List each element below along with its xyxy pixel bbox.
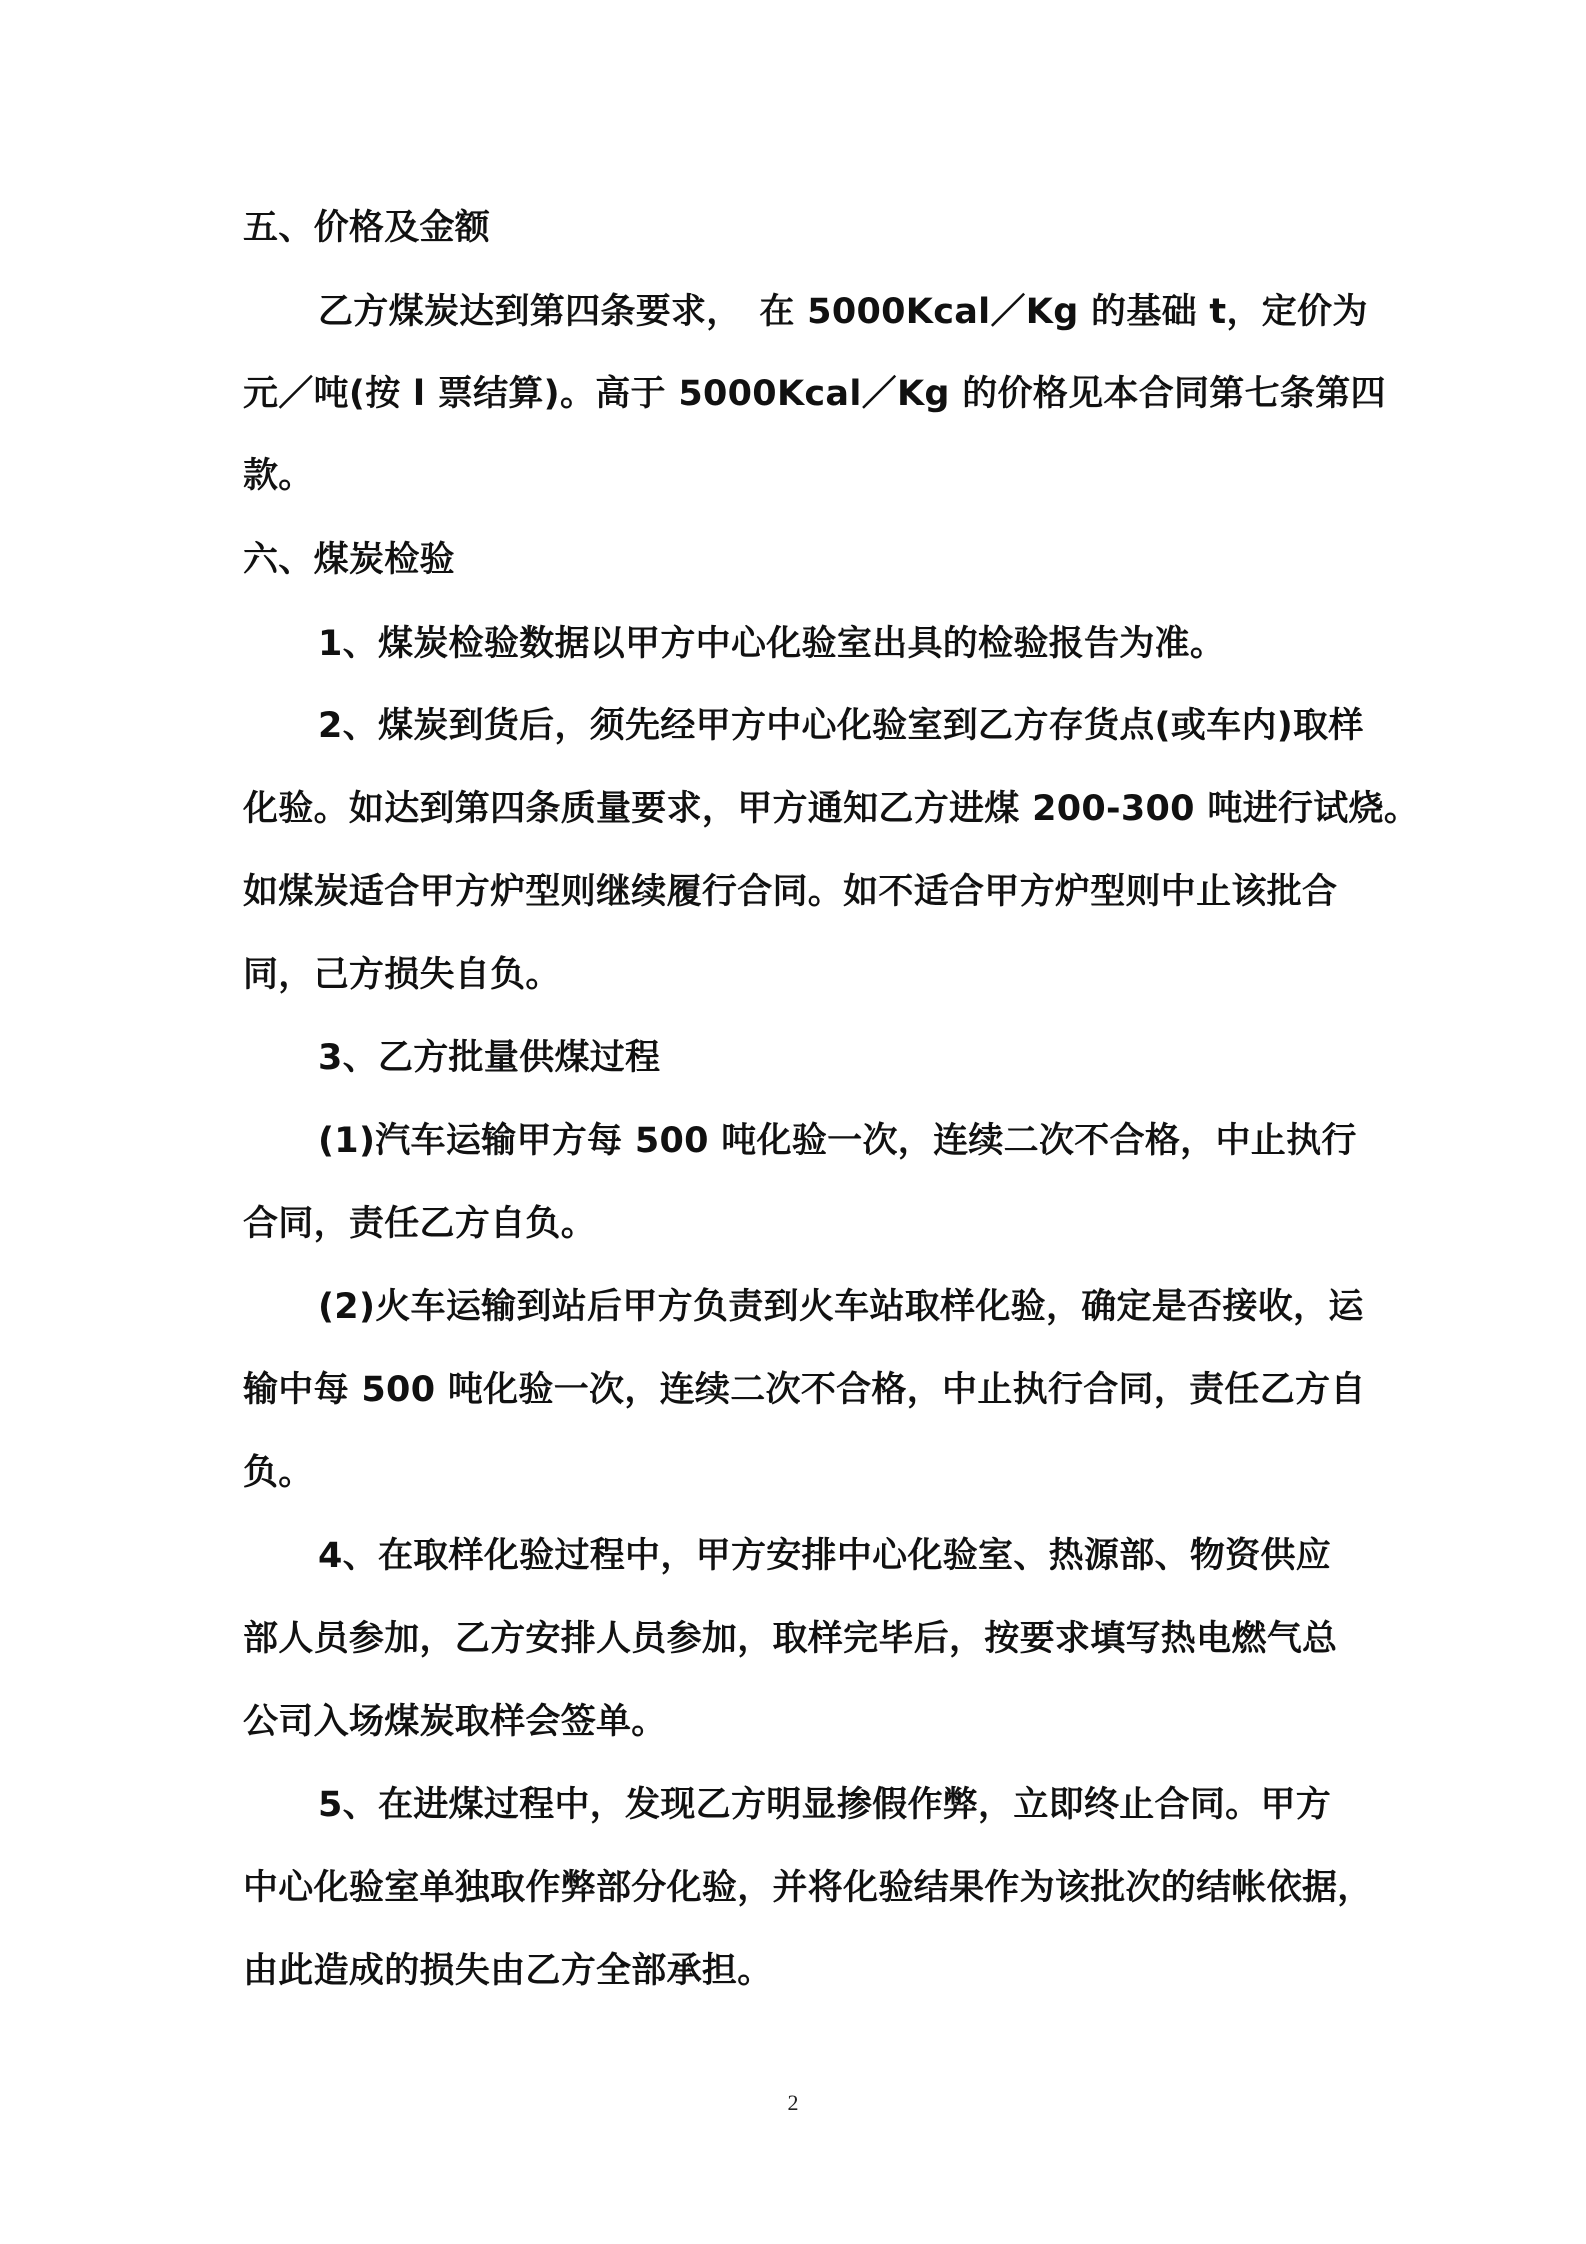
paragraph-line: 中心化验室单独取作弊部分化验，并将化验结果作为该批次的结帐依据，	[243, 1868, 1373, 1908]
paragraph-line: 3、乙方批量供煤过程	[318, 1038, 661, 1078]
paragraph-line: 元／吨(按 l 票结算)。高于 5000Kcal／Kg 的价格见本合同第七条第四	[243, 374, 1386, 414]
paragraph-line: 输中每 500 吨化验一次，连续二次不合格，中止执行合同，责任乙方自	[243, 1370, 1366, 1410]
paragraph-line: 公司入场煤炭取样会签单。	[243, 1702, 667, 1742]
paragraph-line: (1)汽车运输甲方每 500 吨化验一次，连续二次不合格，中止执行	[318, 1121, 1357, 1161]
paragraph-line: 化验。如达到第四条质量要求，甲方通知乙方进煤 200-300 吨进行试烧。	[243, 789, 1420, 829]
page-number: 2	[787, 2090, 799, 2115]
paragraph-line: 款。	[243, 456, 314, 496]
paragraph-line: 负。	[243, 1453, 314, 1493]
paragraph-line: (2)火车运输到站后甲方负责到火车站取样化验，确定是否接收，运	[318, 1287, 1364, 1327]
paragraph-line: 5、在进煤过程中，发现乙方明显掺假作弊，立即终止合同。甲方	[318, 1785, 1332, 1825]
paragraph-line: 如煤炭适合甲方炉型则继续履行合同。如不适合甲方炉型则中止该批合	[243, 872, 1338, 912]
paragraph-line: 1、煤炭检验数据以甲方中心化验室出具的检验报告为准。	[318, 624, 1226, 664]
paragraph-line: 乙方煤炭达到第四条要求， 在 5000Kcal／Kg 的基础 t，定价为	[318, 292, 1368, 332]
paragraph-line: 合同，责任乙方自负。	[243, 1204, 597, 1244]
paragraph-line: 由此造成的损失由乙方全部承担。	[243, 1951, 773, 1991]
paragraph-line: 2、煤炭到货后，须先经甲方中心化验室到乙方存货点(或车内)取样	[318, 706, 1364, 746]
section-heading-price: 五、价格及金额	[243, 208, 491, 248]
paragraph-line: 4、在取样化验过程中，甲方安排中心化验室、热源部、物资供应	[318, 1536, 1332, 1576]
paragraph-line: 部人员参加，乙方安排人员参加，取样完毕后，按要求填写热电燃气总	[243, 1619, 1338, 1659]
paragraph-line: 同，己方损失自负。	[243, 955, 561, 995]
section-heading-inspection: 六、煤炭检验	[243, 540, 455, 580]
